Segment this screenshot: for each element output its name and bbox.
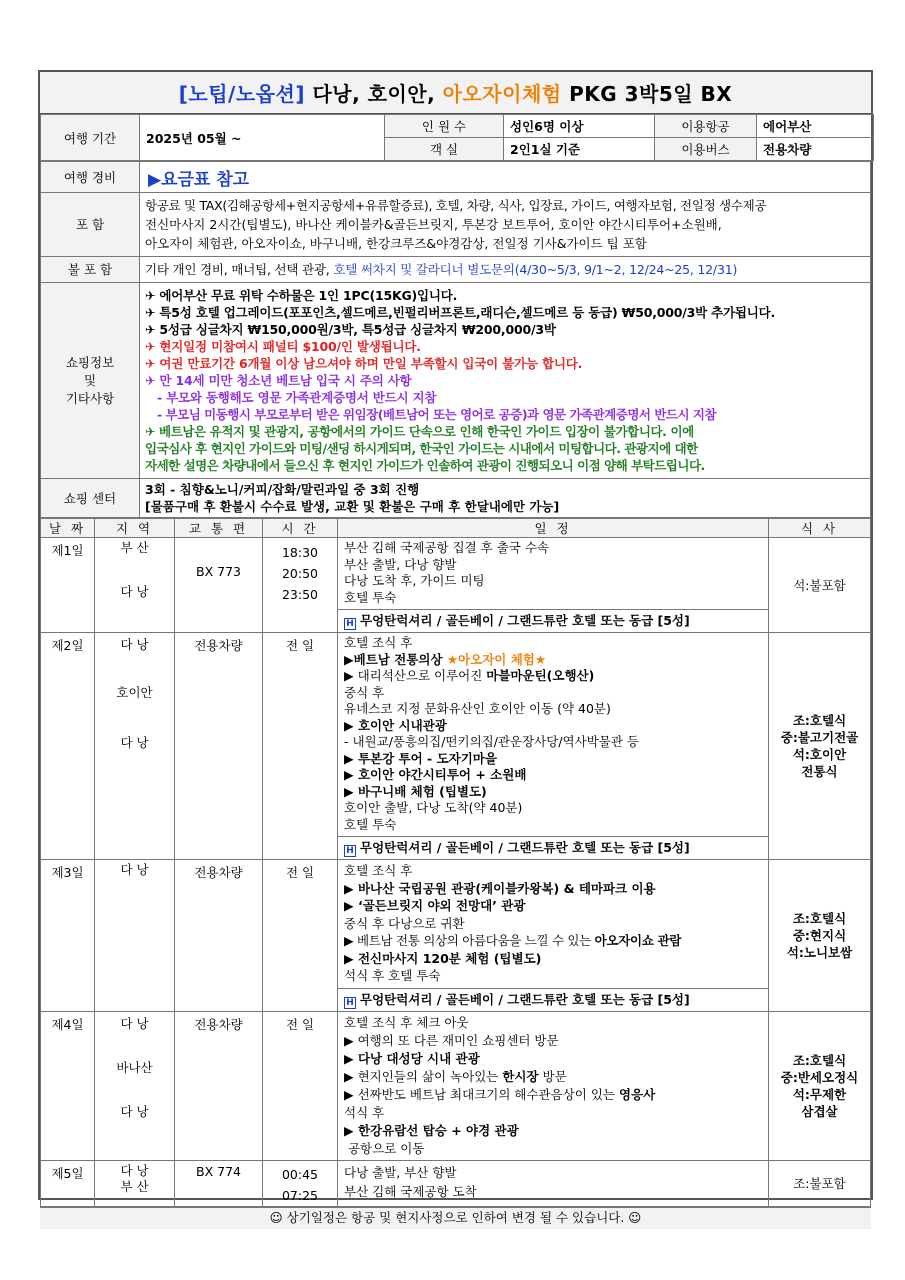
notice-line: ✈ 현지일정 미참여시 패널티 $100/인 발생됩니다. [145,339,421,354]
day-label: 제3일 [41,860,95,1012]
notice-line: ✈ 만 14세 미만 청소년 베트남 입국 시 주의 사항 [145,373,412,388]
meal-cell: 석:불포함 [769,538,871,633]
col-plan: 일 정 [338,519,769,538]
meal-cell: 조:호텔식 중:불고기전골 석:호이안 전통식 [769,633,871,860]
time-cell: 전 일 [263,860,338,1012]
fee-label: 여행 경비 [41,162,140,193]
region-cell: 다 낭 바나산 다 낭 [95,1011,175,1160]
day-label: 제1일 [41,538,95,633]
plan-cell: 부산 김해 국제공항 집결 후 출국 수속 부산 출발, 다낭 향발 다낭 도착 후, 가이드 미팅 호텔 투숙 H 무엉탄럭셔리 / 골든베이 / 그랜드튜란 호텔 또는 동급 [5성] [338,538,769,633]
bus-label: 이용버스 [655,138,757,161]
meal-cell: 조:호텔식 중:반세오정식 석:무제한 삼겹살 [769,1011,871,1160]
region-cell: 다 낭 부 산 [95,1160,175,1206]
fee-link[interactable]: ▶요금표 참고 [148,169,250,190]
notice-line: 자세한 설명은 차량내에서 들으신 후 현지인 가이드가 인솔하여 관광이 진행되오니 이점 양해 부탁드립니다. [145,458,705,473]
transport-cell: 전용차량 [175,860,263,1012]
schedule-table [40,518,871,1207]
exclude-label: 불 포 함 [41,257,140,283]
include-content [140,193,871,257]
transport-cell: 전용차량 [175,1011,263,1160]
title-destinations: 다낭, 호이안, [312,82,436,106]
region-cell: 부 산 다 낭 [95,538,175,633]
col-meal: 식 사 [769,519,871,538]
plan-cell: 호텔 조식 후 ▶ 바나산 국립공원 관광(케이블카왕복) & 테마파크 이용 ▶ ‘골든브릿지 야외 전망대’ 관광 중식 후 다낭으로 귀환 ▶ 베트남 전통 의상의 아름다움을 느낄 수 있는 아오자이쇼 관람 ▶ 전신마사지 120분 체험 (팁별도) 석식 후 호텔 투숙 H 무엉탄럭셔리 / 골든베이 / 그랜드튜란 호텔 또는 동급 [5성] [338,860,769,1012]
transport-cell: BX 773 [175,538,263,633]
exclude-highlight: 호텔 써차지 및 갈라디너 별도문의(4/30~5/3, 9/1~2, 12/24~25, 12/31) [333,262,738,277]
hotel-line: H 무엉탄럭셔리 / 골든베이 / 그랜드튜란 호텔 또는 동급 [5성] [338,609,768,632]
fee-value-cell [140,162,871,193]
title-tag: [노팁/노옵션] [178,82,305,106]
include-label: 포 함 [41,193,140,257]
details-table [40,161,871,518]
itinerary-document [38,70,873,1225]
schedule-row-day1 [41,538,871,633]
shopping-center-label: 쇼핑 센터 [41,479,140,518]
plan-cell: 호텔 조식 후 체크 아웃 ▶ 여행의 또 다른 재미인 쇼핑센터 방문 ▶ 다낭 대성당 시내 관광 ▶ 현지인들의 삶이 녹아있는 한시장 방문 ▶ 선짜반도 베트남 최대크기의 해수관음상이 있는 영응사 석식 후 ▶ 한강유람선 탑승 + 야경 관광 공항으로 이동 [338,1011,769,1160]
col-day: 날 짜 [41,519,95,538]
notice-line: 입국심사 후 현지인 가이드와 미팅/샌딩 하시게되며, 한국인 가이드는 시내에서 미팅합니다. 관광지에 대한 [145,441,698,456]
transport-cell: BX 774 [175,1160,263,1206]
room-value: 2인1실 기준 [504,138,655,161]
time-cell: 전 일 [263,633,338,860]
hotel-line: H 무엉탄럭셔리 / 골든베이 / 그랜드튜란 호텔 또는 동급 [5성] [338,836,768,859]
transport-cell: 전용차량 [175,633,263,860]
col-region: 지 역 [95,519,175,538]
shopping-info-content [140,283,871,479]
region-cell: 다 낭 [95,860,175,1012]
time-cell: 18:30 20:50 23:50 [263,538,338,633]
people-label: 인 원 수 [385,115,504,138]
col-transport: 교 통 편 [175,519,263,538]
schedule-row-day3 [41,860,871,1012]
day-label: 제2일 [41,633,95,860]
exclude-text: 기타 개인 경비, 매너팁, 선택 관광, [145,262,330,277]
shopping-center-content: 3회 - 침향&노니/커피/잡화/말린과일 중 3회 진행 [물품구매 후 환불시 수수료 발생, 교환 및 환불은 구매 후 한달내에만 가능] [140,479,871,518]
schedule-row-day4 [41,1011,871,1160]
period-value: 2025년 05월 ~ [140,115,385,161]
notice-line: ✈ 베트남은 유적지 및 관광지, 공항에서의 가이드 단속으로 인해 한국인 가이드 입장이 불가합니다. 이에 [145,424,694,439]
hotel-line: H 무엉탄럭셔리 / 골든베이 / 그랜드튜란 호텔 또는 동급 [5성] [338,988,768,1011]
notice-line: ✈ 여권 만료기간 6개월 이상 남으셔야 하며 만일 부족할시 입국이 불가능 합니다. [145,356,583,371]
region-cell: 다 낭 호이안 다 낭 [95,633,175,860]
schedule-row-day5 [41,1160,871,1206]
time-cell: 전 일 [263,1011,338,1160]
col-time: 시 간 [263,519,338,538]
bus-value: 전용차량 [757,138,874,161]
notice-line: - 부모님 미동행시 부모로부터 받은 위임장(베트남어 또는 영어로 공증)과 영문 가족관계증명서 반드시 지참 [157,407,717,422]
shopping-info-label: 쇼핑정보 및 기타사항 [41,283,140,479]
day-label: 제4일 [41,1011,95,1160]
page-title [40,72,871,114]
include-line: 전신마사지 2시간(팁별도), 바나산 케이블카&골든브릿지, 투본강 보트투어, 호이안 야간시티투어+소원배, [145,217,722,232]
airline-value: 에어부산 [757,115,874,138]
notice-line: ✈ 5성급 싱글차지 ₩150,000원/3박, 특5성급 싱글차지 ₩200,000/3박 [145,322,556,337]
info-table [40,114,874,161]
title-package: PKG 3박5일 BX [569,82,733,106]
meal-cell: 조:호텔식 중:현지식 석:노니보쌈 [769,860,871,1012]
room-label: 객 실 [385,138,504,161]
meal-cell: 조:불포함 [769,1160,871,1206]
day-label: 제5일 [41,1160,95,1206]
footer-notice: ☺ 상기일정은 항공 및 현지사정으로 인하여 변경 될 수 있습니다. ☺ [40,1207,871,1229]
notice-line: ✈ 에어부산 무료 위탁 수하물은 1인 1PC(15KG)입니다. [145,288,458,303]
include-line: 항공료 및 TAX(김해공항세+현지공항세+유류할증료), 호텔, 차량, 식사, 입장료, 가이드, 여행자보험, 전일정 생수제공 [145,198,767,213]
plan-cell: 다낭 출발, 부산 향발 부산 김해 국제공항 도착 [338,1160,769,1206]
notice-line: ✈ 특5성 호텔 업그레이드(포포인츠,셀드메르,빈펄리버프론트,래디슨,셀드메르 등 동급) ₩50,000/3박 추가됩니다. [145,305,776,320]
hotel-icon: H [344,845,356,857]
hotel-icon: H [344,618,356,630]
airline-label: 이용항공 [655,115,757,138]
include-line: 아오자이 체험관, 아오자이쇼, 바구니배, 한강크루즈&야경감상, 전일정 기사&가이드 팁 포함 [145,236,647,251]
plan-cell: 호텔 조식 후 ▶베트남 전통의상 ★아오자이 체험★ ▶ 대리석산으로 이루어진 마블마운틴(오행산) 중식 후 유네스코 지정 문화유산인 호이안 이동 (약 40분) ▶ 호이안 시내관광 - 내원교/풍흥의집/떤키의집/관운장사당/역사박물관 등 ▶ 투본강 투어 - 도자기마을 ▶ 호이안 야간시티투어 + 소원배 ▶ 바구니배 체험 (팁별도) 호이안 출발, 다낭 도착(약 40분) 호텔 투숙 H 무엉탄럭셔리 / 골든베이 / 그랜드튜란 호텔 또는 동급 [5성] [338,633,769,860]
title-highlight: 아오자이체험 [442,82,562,106]
exclude-content [140,257,871,283]
notice-line: - 부모와 동행해도 영문 가족관계증명서 반드시 지참 [157,390,437,405]
schedule-row-day2 [41,633,871,860]
people-value: 성인6명 이상 [504,115,655,138]
period-label: 여행 기간 [41,115,140,161]
hotel-icon: H [344,997,356,1009]
time-cell: 00:45 07:25 [263,1160,338,1206]
